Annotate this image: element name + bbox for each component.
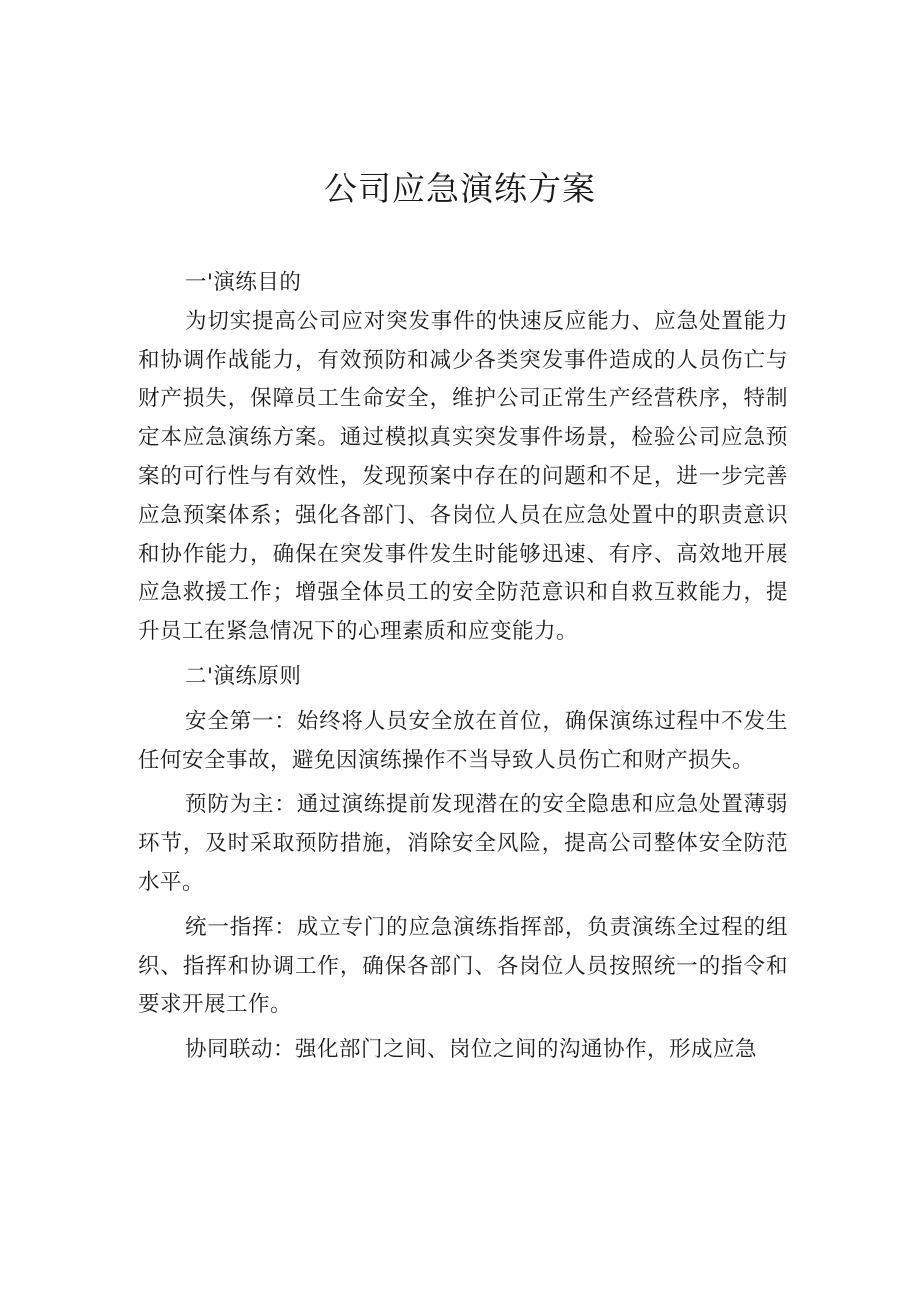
principle-coordination: 协同联动：强化部门之间、岗位之间的沟通协作，形成应急 — [185, 1037, 758, 1063]
principle-unified-command: 统一指挥：成立专门的应急演练指挥部，负责演练全过程的组织、指挥和协调工作，确保各部门、各岗位人员按照统一的指令和要求开展工作。 — [138, 914, 788, 1018]
principle-prevention: 预防为主：通过演练提前发现潜在的安全隐患和应急处置薄弱环节，及时采取预防措施，消除安全风险，提高公司整体安全防范水平。 — [138, 792, 788, 895]
purpose-paragraph: 为切实提高公司应对突发事件的快速反应能力、应急处置能力和协调作战能力，有效预防和减少各类突发事件造成的人员伤亡与财产损失，保障员工生命安全，维护公司正常生产经营秩序，特制定本应急演练方案。通过模拟真实突发事件场景，检验公司应急预案的可行性与有效性，发现预案中存在的问题和不足，进一步完善应急预案体系；强化各部门、各岗位人员在应急处置中的职责意识和协作能力，确保在突发事件发生时能够迅速、有序、高效地开展应急救援工作；增强全体员工的安全防范意识和自救互救能力，提升员工在紧急情况下的心理素质和应变能力。 — [138, 308, 788, 645]
section-heading-purpose: 一'演练目的 — [185, 270, 302, 295]
section-heading-principles: 二'演练原则 — [185, 663, 302, 689]
document-body — [138, 264, 788, 1070]
document-title: 公司应急演练方案 — [324, 169, 596, 208]
principle-safety-first: 安全第一：始终将人员安全放在首位，确保演练过程中不发生任何安全事故，避免因演练操作不当导致人员伤亡和财产损失。 — [138, 708, 788, 773]
